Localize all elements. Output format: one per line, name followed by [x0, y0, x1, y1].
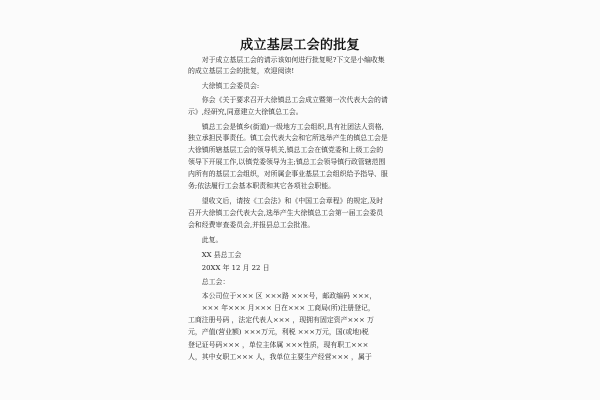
- body-line-8: 大徐镇所辖基层工会的领导机关,镇总工会在镇党委和上级工会的: [188, 146, 384, 154]
- body-line-16: XX 县总工会: [188, 251, 242, 259]
- body-line-3: 大徐镇工会委员会:: [188, 82, 260, 90]
- body-line-21: 工商注册号码 ，法定代表人××× ，现拥有固定资产××× 万: [188, 316, 374, 324]
- body-line-14: 会和经费审查委员会,并报县总工会批准。: [188, 221, 315, 229]
- body-line-2: 的成立基层工会的批复，欢迎阅读!: [188, 67, 295, 75]
- body-line-13: 召开大徐镇工会代表大会,选举产生大徐镇总工会第一届工会委员: [188, 209, 384, 217]
- body-line-11: 务;依法履行工会基本职责和其它各项社会职能。: [188, 182, 336, 190]
- body-line-24: 人，其中女职工××× 人，我单位主要生产经营××× ，属于: [188, 353, 372, 361]
- body-line-12: 望收文后，请按《工会法》和《中国工会章程》的规定,及时: [188, 197, 384, 205]
- body-line-15: 此复。: [188, 236, 223, 244]
- body-line-18: 总工会：: [188, 278, 230, 286]
- document-title: 成立基层工会的批复: [240, 38, 360, 53]
- body-line-19: 本公司位于××× 区 ×××路 ×××号，邮政编码 ×××，: [188, 292, 377, 300]
- body-line-17: 20XX 年 12 月 22 日: [188, 264, 270, 272]
- body-line-20: ××× 年××× 月××× 日在××× 工商局(所)注册登记，: [188, 304, 375, 312]
- body-line-7: 独立承担民事责任。镇工会代表大会和它所选举产生的镇总工会是: [188, 134, 388, 142]
- body-line-10: 内所有的基层工会组织，对所属企事业基层工会组织给予指导、服: [188, 170, 388, 178]
- body-line-23: 登记证号码××× ，单位主体属 ×××性质，现有职工×××: [188, 341, 369, 349]
- body-line-4: 你会《关于要求召开大徐镇总工会成立暨第一次代表大会的请: [188, 96, 388, 104]
- body-line-1: 对于成立基层工会的请示该如何进行批复呢?下文是小编收集: [188, 56, 385, 64]
- body-line-6: 镇总工会是镇乡(街道)一级地方工会组织,具有社团法人资格,: [188, 123, 384, 131]
- body-line-9: 领导下开展工作,以镇党委领导为主;镇总工会领导镇行政管辖范围: [188, 158, 386, 166]
- body-line-22: 元，产值(营业额) ×××万元，利税 ×××万元，国(或地)税: [188, 328, 369, 336]
- body-line-5: 示》,经研究,同意建立大徐镇总工会。: [188, 108, 303, 116]
